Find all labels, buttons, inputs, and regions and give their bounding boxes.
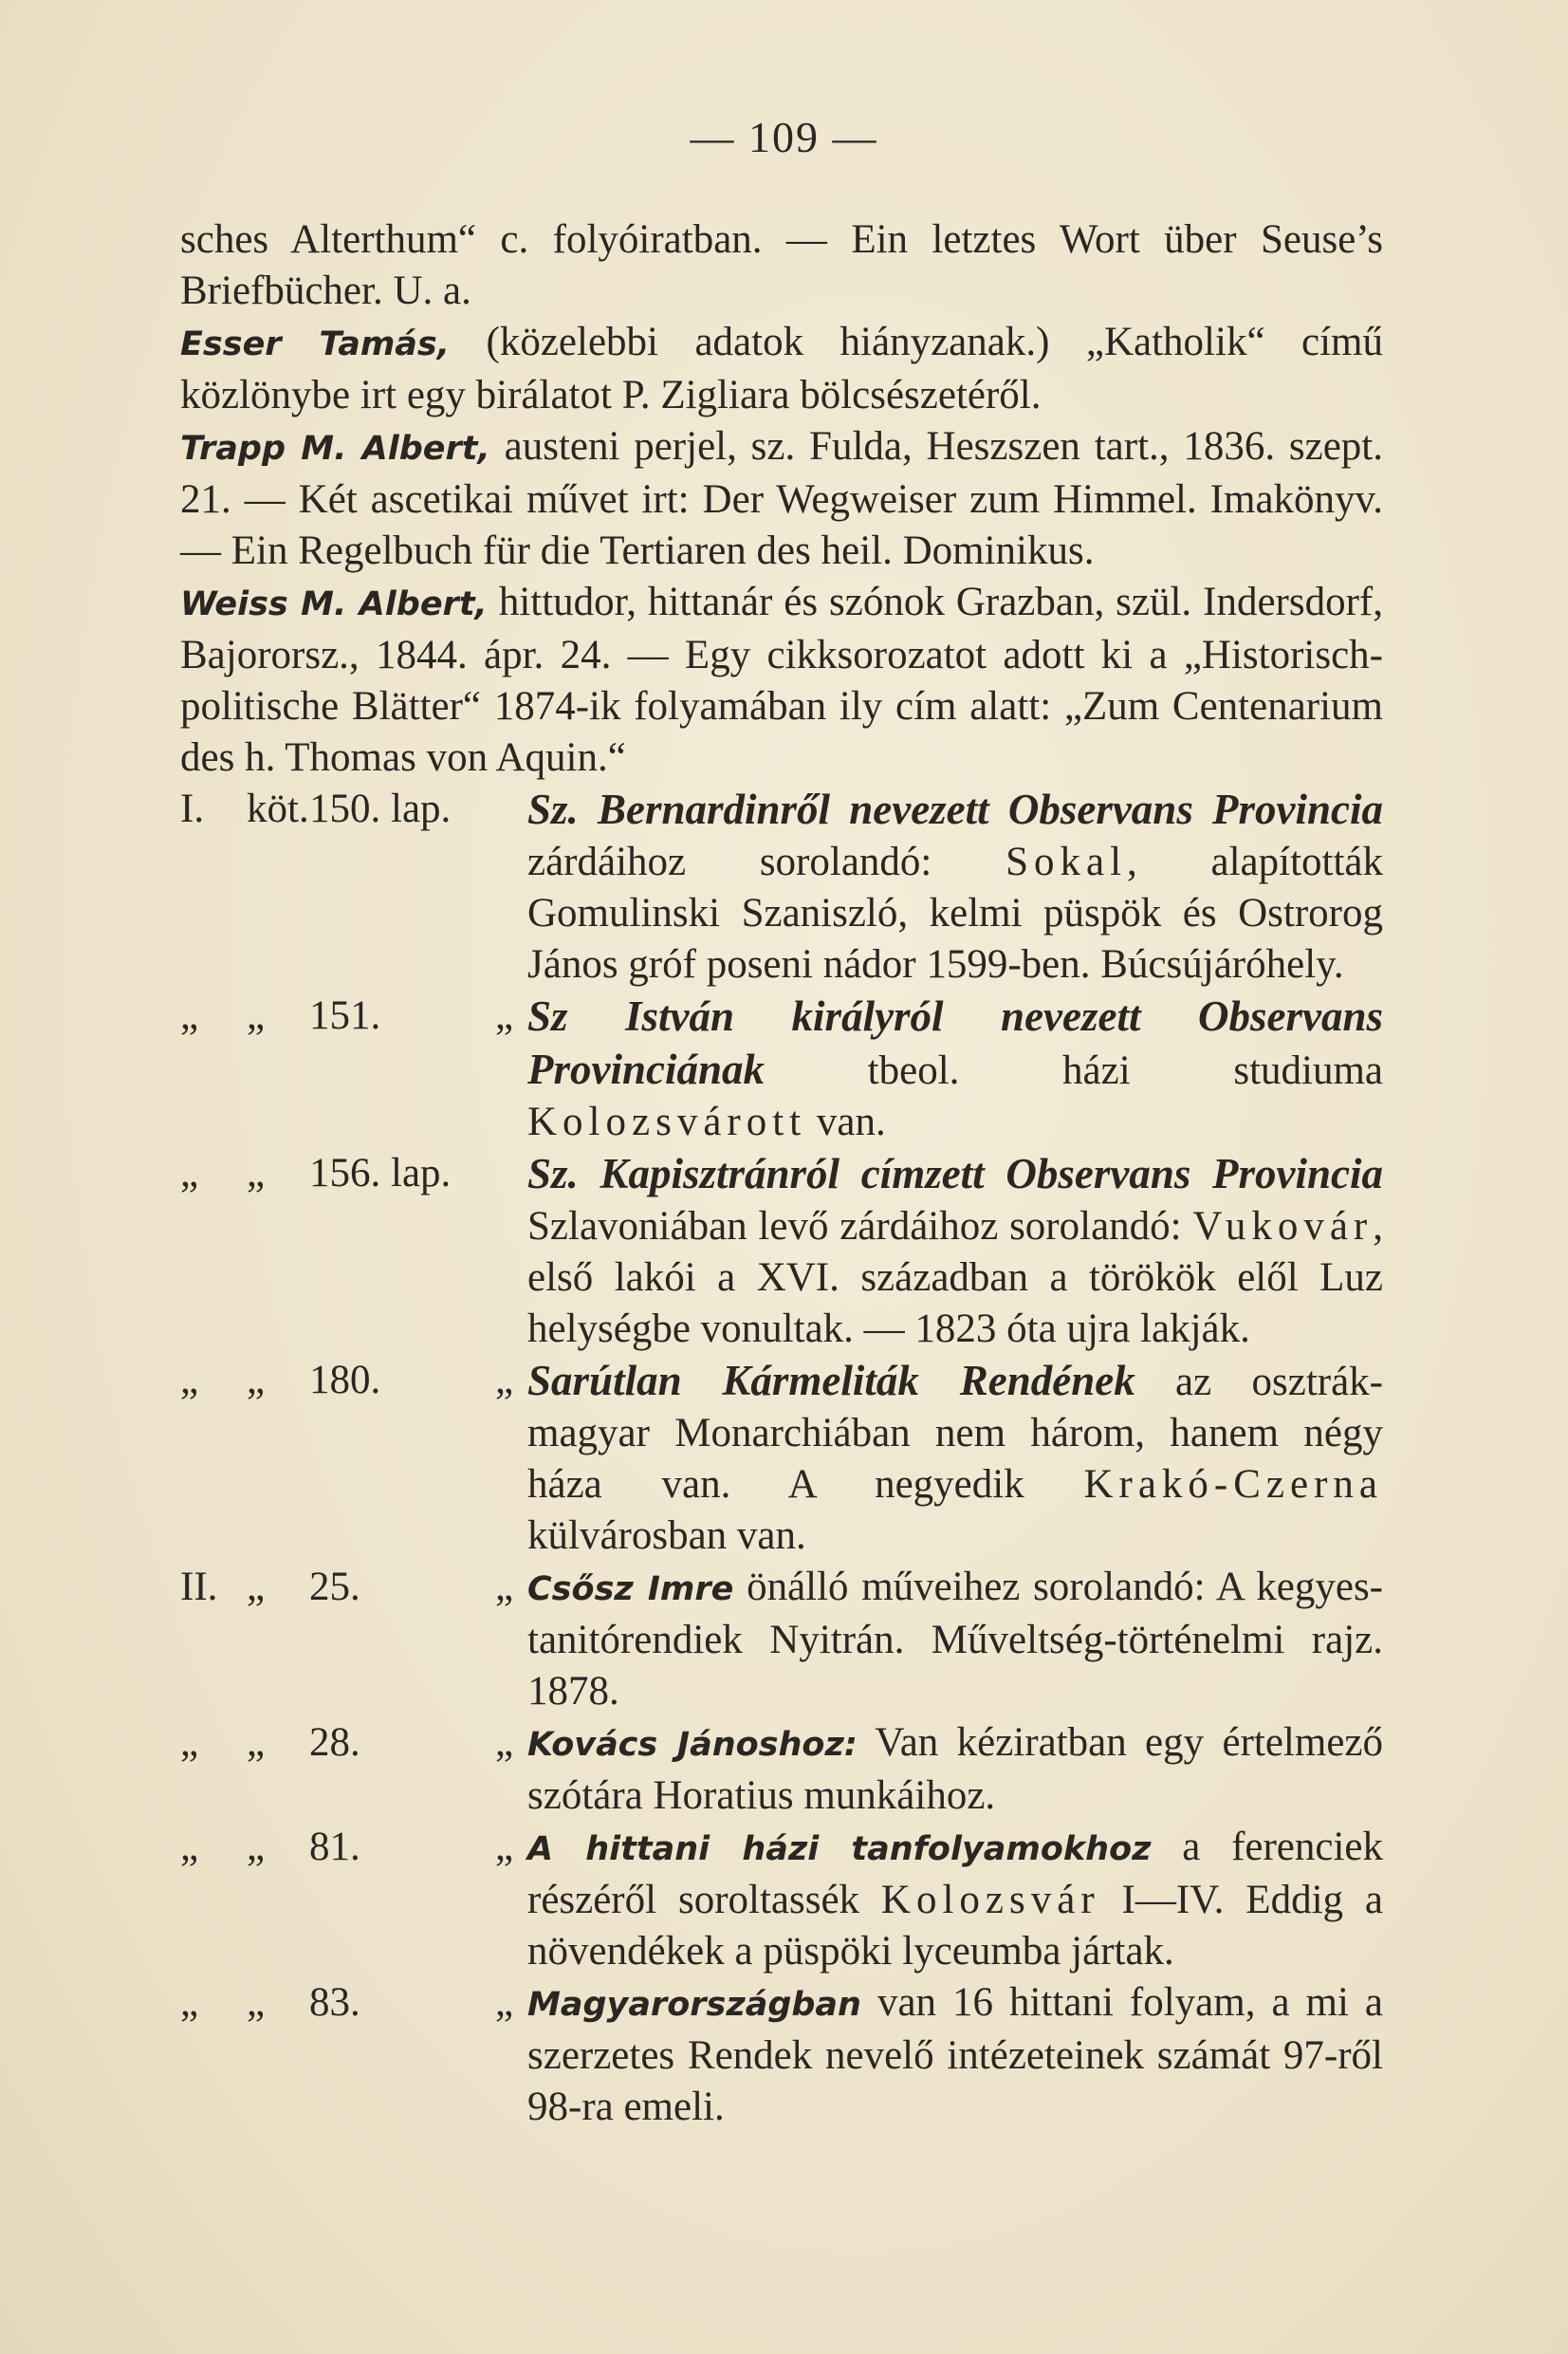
locator-c4: „ [495, 1565, 514, 1609]
person-name: Esser Tamás, [180, 325, 451, 363]
spaced-place-name: Kolozsvárott [527, 1100, 807, 1144]
entry-body: Szlavoniában levő zárdáihoz sorolandó: [527, 1204, 1193, 1249]
entry-title: Sz István királyról nevezett Observans Provinciának [527, 992, 1383, 1093]
spaced-place-name: Sokal [1005, 840, 1128, 884]
reference-entries [180, 784, 1383, 2133]
locator-c3: 180. [309, 1358, 381, 1402]
paragraph: sches Alterthum“ c. folyóiratban. — Ein letztes Wort über Seuse’s Briefbücher. U. a. [180, 217, 1383, 313]
locator-c1: „ [180, 1720, 199, 1765]
entry-body: , alapították Gomulinski Szaniszló, kelmi püspök és Ostrorog János gróf poseni nádor 1599-ben. Búcsújáróhely. [527, 840, 1383, 987]
entry-body: önálló műveihez sorolandó: A kegyes-tanitórendiek Nyitrán. Műveltség-történelmi rajz. 1878. [527, 1565, 1383, 1714]
entry-title: Kovács Jánoshoz: [527, 1726, 858, 1764]
entry-text [527, 1148, 1383, 1355]
entry-title: Magyarországban [527, 1986, 861, 2024]
locator-c4: „ [495, 1358, 514, 1402]
locator-c2: „ [247, 1720, 266, 1765]
reference-locator [180, 784, 527, 835]
entry-body: van 16 hittani folyam, a mi a szerzetes Rendek nevelő intézeteinek számát 97-ről 98-ra emeli. [527, 1980, 1383, 2129]
reference-entry [180, 1977, 1383, 2133]
locator-c1: „ [180, 1825, 199, 1869]
person-name: Weiss M. Albert, [180, 585, 488, 623]
locator-c1: „ [180, 1980, 199, 2025]
locator-c1: II. [180, 1565, 218, 1609]
locator-c2: „ [247, 1980, 266, 2025]
entry-body: a ferenciek részéről soroltassék [527, 1825, 1383, 1922]
reference-entry [180, 991, 1383, 1148]
locator-c1: „ [180, 1358, 199, 1402]
reference-locator [180, 1562, 527, 1613]
reference-entry [180, 1717, 1383, 1822]
entry-body: zárdáihoz sorolandó: [527, 840, 1006, 884]
reference-locator [180, 1355, 527, 1406]
locator-c2: köt. [247, 787, 309, 831]
entry-body: Van kéziratban egy értelmező szótára Horatius munkáihoz. [527, 1720, 1383, 1818]
reference-locator [180, 991, 527, 1042]
page-number: — 109 — [690, 113, 878, 161]
entry-title: A hittani házi tanfolyamokhoz [527, 1830, 1152, 1868]
locator-c3: 25. [309, 1565, 360, 1609]
reference-locator [180, 1717, 527, 1769]
locator-c3: 83. [309, 1980, 360, 2025]
reference-locator [180, 1977, 527, 2029]
entry-body: tbeol. házi studiuma [765, 1048, 1383, 1093]
reference-entry [180, 784, 1383, 991]
entry-title: Sarútlan Kármeliták Rendének [527, 1357, 1135, 1404]
entry-body: az osztrák-magyar Monarchiában nem három, hanem négy háza van. A negyedik [527, 1360, 1383, 1507]
entry-text [527, 1562, 1383, 1717]
entry-text [527, 1977, 1383, 2133]
locator-c2: „ [247, 1358, 266, 1402]
locator-c3: 151. [309, 993, 381, 1038]
locator-c2: „ [247, 1151, 266, 1196]
locator-c3: 81. [309, 1825, 360, 1869]
entry-body: van. [806, 1100, 886, 1144]
entry-text [527, 991, 1383, 1148]
entry-body: I—IV. Eddig a növendékek a püspöki lyceumba jártak. [527, 1878, 1383, 1974]
locator-c2: „ [247, 1825, 266, 1869]
entry-body: külvárosban van. [527, 1513, 806, 1558]
locator-c2: „ [247, 1565, 266, 1609]
spaced-place-name: Krakó-Czerna [1083, 1462, 1383, 1507]
reference-entry [180, 1148, 1383, 1355]
reference-locator [180, 1148, 527, 1199]
locator-c3: 150. lap. [309, 787, 452, 831]
spaced-place-name: Vukovár [1192, 1204, 1374, 1249]
locator-c1: „ [180, 993, 199, 1038]
locator-c1: „ [180, 1151, 199, 1196]
entry-text [527, 1822, 1383, 1977]
entry-title: Sz. Bernardinről nevezett Observans Provincia [527, 786, 1383, 833]
reference-entry [180, 1562, 1383, 1717]
entry-text [527, 1355, 1383, 1562]
locator-c4: „ [495, 1720, 514, 1765]
entry-text [527, 784, 1383, 991]
reference-entry [180, 1822, 1383, 1977]
entry-text [527, 1717, 1383, 1822]
entry-title: Sz. Kapisztránról címzett Observans Provincia [527, 1150, 1383, 1197]
page-text [180, 214, 1383, 2133]
locator-c3: 156. lap. [309, 1151, 452, 1196]
paragraph: Weiss M. Albert, hittudor, hittanár és szónok Grazban, szül. Indersdorf, Bajororsz., 1844. ápr. 24. — Egy cikksorozatot adott ki a „Historisch-politische Blätter“ 1874-ik folyamában ily cím alatt: „Zum Centenarium des h. Thomas von Aquin.“ [180, 580, 1383, 780]
locator-c2: „ [247, 993, 266, 1038]
entry-title: Csősz Imre [527, 1570, 734, 1608]
locator-c4: „ [495, 1825, 514, 1869]
reference-entry [180, 1355, 1383, 1562]
paragraph: Esser Tamás, (közelebbi adatok hiányzanak.) „Katholik“ című közlönybe irt egy birálatot P. Zigliara bölcsészetéről. [180, 320, 1383, 417]
locator-c1: I. [180, 787, 205, 831]
locator-c4: „ [495, 993, 514, 1038]
paragraph: Trapp M. Albert, austeni perjel, sz. Fulda, Heszszen tart., 1836. szept. 21. — Két ascetikai művet irt: Der Wegweiser zum Himmel. Imakönyv. — Ein Regelbuch für die Tertiaren des heil. Dominikus. [180, 424, 1383, 573]
locator-c3: 28. [309, 1720, 360, 1765]
entry-body: , első lakói a XVI. században a törökök elől Luz helységbe vonultak. — 1823 óta ujra lakják. [527, 1204, 1383, 1351]
locator-c4: „ [495, 1980, 514, 2025]
person-name: Trapp M. Albert, [180, 430, 490, 468]
reference-locator [180, 1822, 527, 1873]
spaced-place-name: Kolozsvár [880, 1878, 1100, 1922]
